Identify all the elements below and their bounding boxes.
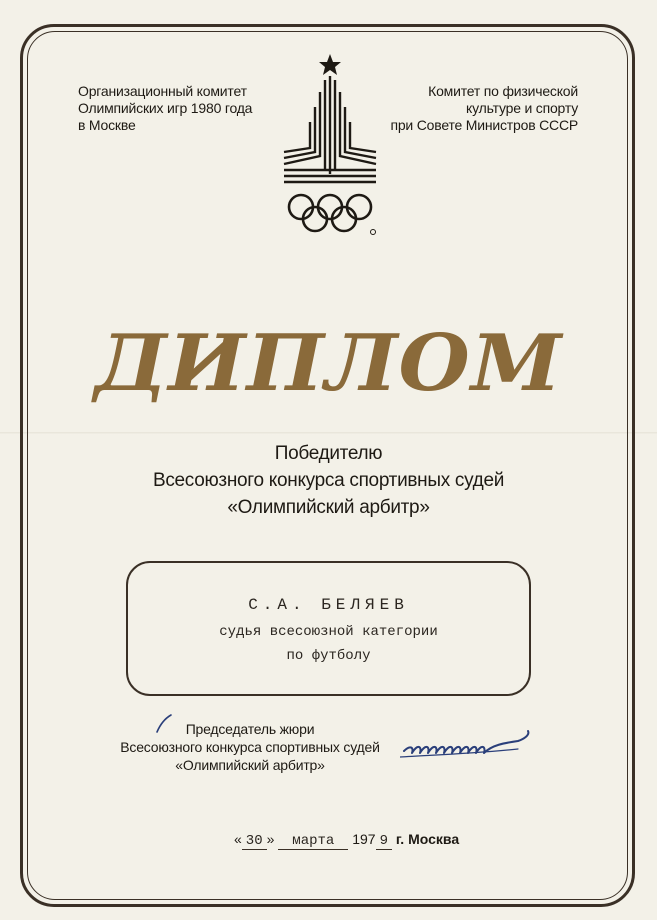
handwritten-signature bbox=[400, 725, 540, 765]
date-line bbox=[234, 828, 459, 850]
recipient-category: судья всесоюзной категории bbox=[219, 624, 438, 640]
award-line-winner: Победителю bbox=[274, 443, 383, 464]
recipient-sport: по футболу bbox=[286, 648, 371, 664]
right-org-line: Комитет по физической bbox=[428, 83, 578, 99]
award-line-contest: Всесоюзного конкурса спортивных судей bbox=[152, 470, 505, 491]
right-org-line: культуре и спорту bbox=[466, 100, 578, 116]
left-org-line: Организационный комитет bbox=[78, 83, 247, 99]
left-org-line: Олимпийских игр 1980 года bbox=[78, 100, 253, 116]
date-year-digit: 9 bbox=[376, 833, 392, 850]
date-day: 30 bbox=[242, 833, 267, 850]
diploma-title: ДИПЛОМ bbox=[94, 318, 563, 409]
award-line-contest-name: «Олимпийский арбитр» bbox=[227, 497, 430, 518]
chair-contest: Всесоюзного конкурса спортивных судей bbox=[120, 739, 380, 755]
chair-title: Председатель жюри bbox=[185, 721, 315, 737]
date-close-quote: » bbox=[266, 831, 275, 847]
left-org-line: в Москве bbox=[78, 117, 136, 133]
date-city: г. Москва bbox=[395, 831, 460, 847]
date-year-prefix: 197 bbox=[352, 831, 376, 847]
sports-committee-text bbox=[352, 83, 578, 134]
right-org-line: при Совете Министров СССР bbox=[390, 117, 578, 133]
organizing-committee-text bbox=[78, 83, 278, 134]
recipient-name: С.А. БЕЛЯЕВ bbox=[248, 596, 409, 614]
chair-contest-name: «Олимпийский арбитр» bbox=[175, 757, 325, 773]
date-month: марта bbox=[278, 833, 348, 850]
olympic-emblem-icon bbox=[280, 52, 380, 237]
date-open-quote: « bbox=[234, 831, 242, 847]
